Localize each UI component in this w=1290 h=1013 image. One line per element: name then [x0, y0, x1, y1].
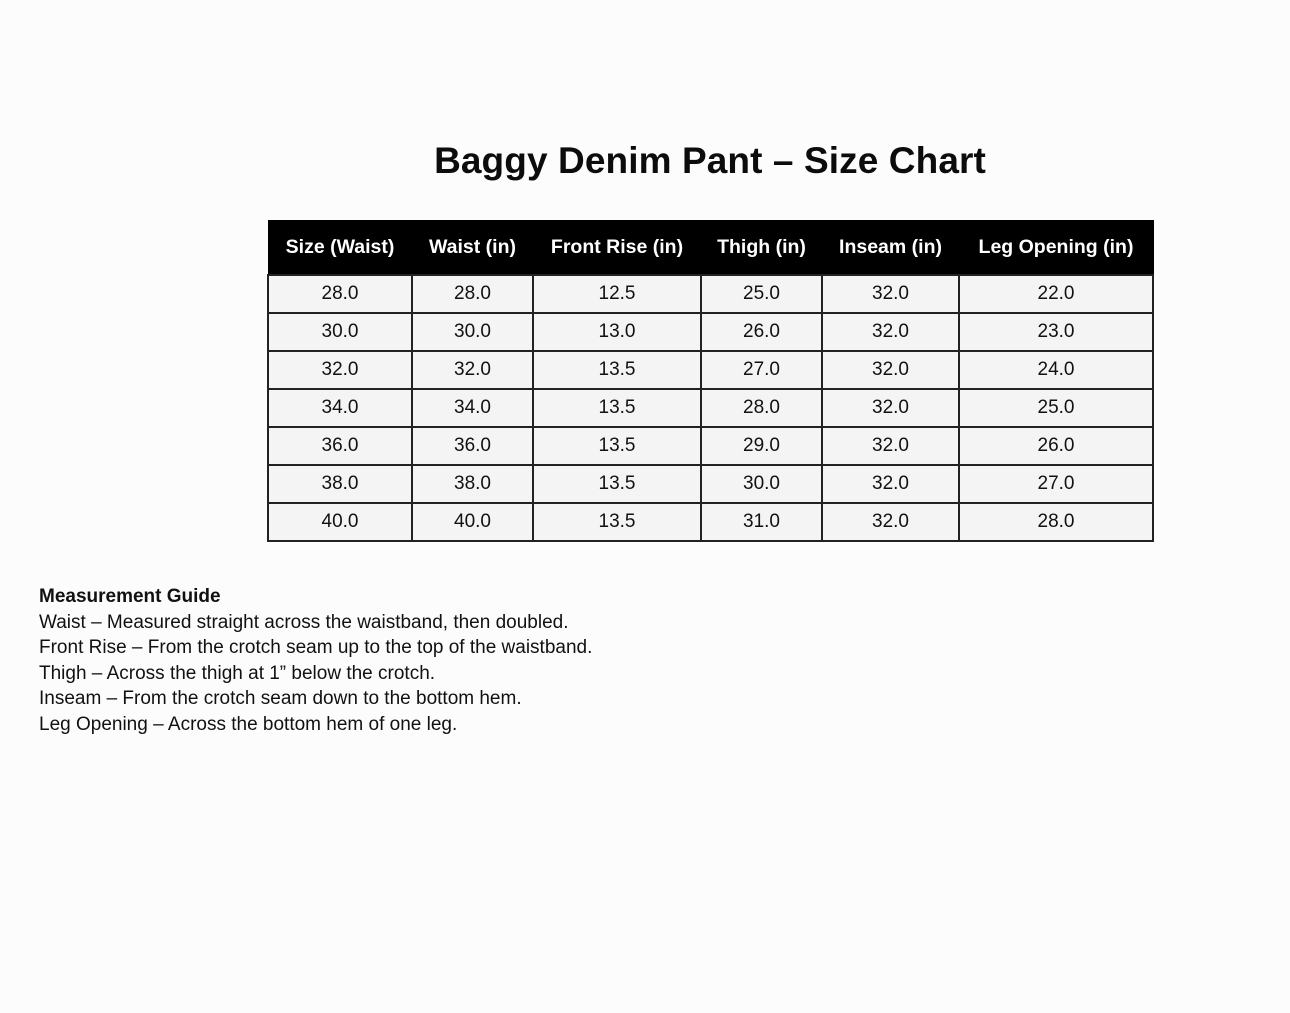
measurement-guide [39, 584, 592, 737]
table-cell: 30.0 [268, 313, 412, 351]
table-cell: 29.0 [701, 427, 822, 465]
table-cell: 34.0 [268, 389, 412, 427]
guide-line-front-rise: Front Rise – From the crotch seam up to the top of the waistband. [39, 637, 593, 658]
table-cell: 13.0 [533, 313, 701, 351]
guide-line-thigh: Thigh – Across the thigh at 1” below the crotch. [39, 662, 436, 684]
table-cell: 28.0 [959, 503, 1153, 541]
measurement-guide-heading: Measurement Guide [39, 586, 221, 607]
table-row [268, 275, 1153, 313]
table-cell: 27.0 [959, 465, 1153, 503]
table-cell: 32.0 [822, 275, 959, 313]
page-title: Baggy Denim Pant – Size Chart [434, 140, 986, 181]
table-cell: 32.0 [822, 389, 959, 427]
table-cell: 32.0 [822, 313, 959, 351]
table-cell: 22.0 [959, 275, 1153, 313]
table-cell: 40.0 [268, 503, 412, 541]
table-row [268, 351, 1153, 389]
table-cell: 13.5 [533, 351, 701, 389]
table-row [268, 389, 1153, 427]
table-cell: 30.0 [701, 465, 822, 503]
table-cell: 36.0 [268, 427, 412, 465]
column-header-thigh: Thigh (in) [701, 221, 822, 276]
table-cell: 25.0 [959, 389, 1153, 427]
table-cell: 38.0 [268, 465, 412, 503]
table-cell: 32.0 [822, 503, 959, 541]
column-header-waist: Waist (in) [412, 221, 533, 276]
table-cell: 32.0 [822, 465, 959, 503]
table-cell: 32.0 [412, 351, 533, 389]
table-cell: 36.0 [412, 427, 533, 465]
table-header-row [268, 221, 1153, 276]
column-header-leg-opening: Leg Opening (in) [959, 221, 1153, 276]
guide-line-waist: Waist – Measured straight across the waistband, then doubled. [39, 611, 569, 633]
table-cell: 12.5 [533, 275, 701, 313]
table-cell: 28.0 [701, 389, 822, 427]
column-header-inseam: Inseam (in) [822, 221, 959, 276]
guide-line-leg-opening: Leg Opening – Across the bottom hem of one leg. [39, 713, 458, 735]
table-cell: 27.0 [701, 351, 822, 389]
table-cell: 32.0 [822, 351, 959, 389]
table-cell: 26.0 [959, 427, 1153, 465]
table-row [268, 465, 1153, 503]
column-header-size: Size (Waist) [268, 221, 412, 276]
table-row [268, 503, 1153, 541]
table-cell: 28.0 [412, 275, 533, 313]
table-cell: 13.5 [533, 465, 701, 503]
table-cell: 32.0 [822, 427, 959, 465]
table-cell: 31.0 [701, 503, 822, 541]
guide-line-inseam: Inseam – From the crotch seam down to the bottom hem. [39, 688, 522, 709]
table-cell: 13.5 [533, 427, 701, 465]
table-cell: 34.0 [412, 389, 533, 427]
column-header-front-rise: Front Rise (in) [533, 221, 701, 276]
table-cell: 38.0 [412, 465, 533, 503]
table-row [268, 427, 1153, 465]
table-cell: 30.0 [412, 313, 533, 351]
table-row [268, 313, 1153, 351]
table-cell: 13.5 [533, 389, 701, 427]
table-cell: 13.5 [533, 503, 701, 541]
table-cell: 24.0 [959, 351, 1153, 389]
table-cell: 32.0 [268, 351, 412, 389]
table-cell: 40.0 [412, 503, 533, 541]
size-chart-table [267, 220, 1154, 542]
table-cell: 25.0 [701, 275, 822, 313]
table-cell: 28.0 [268, 275, 412, 313]
table-cell: 26.0 [701, 313, 822, 351]
table-cell: 23.0 [959, 313, 1153, 351]
